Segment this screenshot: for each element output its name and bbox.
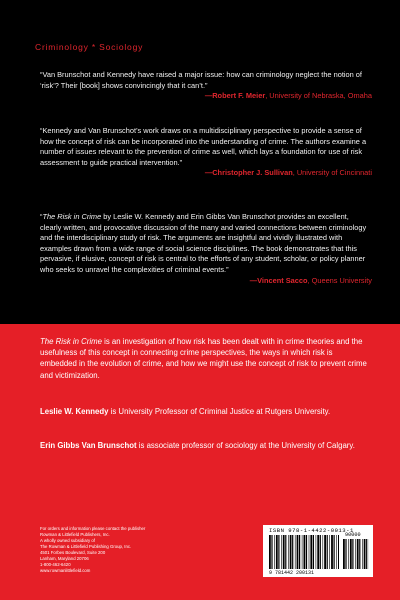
barcode-stripe xyxy=(355,539,356,569)
barcode-stripe xyxy=(281,535,282,569)
isbn-barcode xyxy=(263,525,373,577)
barcode-stripe xyxy=(352,539,353,569)
barcode-stripe xyxy=(348,539,349,569)
barcode-stripe xyxy=(324,535,326,569)
author-bio-text: is associate professor of sociology at the University of Calgary. xyxy=(136,441,355,450)
barcode-stripe xyxy=(297,535,299,569)
book-description xyxy=(40,336,370,381)
barcode-stripe xyxy=(336,535,337,569)
publisher-line: Lanham, Maryland 20706 xyxy=(40,556,89,561)
barcode-stripe xyxy=(271,535,272,569)
barcode-stripe xyxy=(285,535,286,569)
barcode-bars-icon xyxy=(269,535,339,569)
quote-attribution xyxy=(40,168,372,179)
barcode-stripe xyxy=(331,535,333,569)
isbn-number: ISBN 978-1-4422-0013-1 xyxy=(269,527,354,534)
quote-attribution xyxy=(40,91,372,102)
barcode-stripe xyxy=(320,535,321,569)
category-label: Criminology * Sociology xyxy=(35,42,144,52)
barcode-stripe xyxy=(329,535,330,569)
barcode-stripe xyxy=(276,535,278,569)
author-bio-text: is University Professor of Criminal Justice at Rutgers University. xyxy=(108,407,331,416)
barcode-stripe xyxy=(304,535,306,569)
barcode-stripe xyxy=(366,539,367,569)
barcode-stripe xyxy=(357,539,359,569)
barcode-stripe xyxy=(359,539,360,569)
book-title-italic: The Risk in Crime xyxy=(42,212,102,221)
publisher-line: The Rowman & Littlefield Publishing Group, Inc. xyxy=(40,544,132,549)
quote-affiliation: , University of Nebraska, Omaha xyxy=(265,91,372,101)
barcode-stripe xyxy=(269,535,271,569)
author-name: Leslie W. Kennedy xyxy=(40,407,109,416)
barcode-stripe xyxy=(343,539,345,569)
barcode-stripe xyxy=(323,535,324,569)
quote-text: “Kennedy and Van Brunschot’s work draws on a multidisciplinary perspective to provide a sense of how the concept of risk can be incorporated into the understanding of crime. The authors examine a number of issues relevant to the prevention of crime as well, which lays a foundation for use of risk assessment to guide practical intervention.” xyxy=(40,126,367,167)
barcode-stripe xyxy=(313,535,314,569)
barcode-stripe xyxy=(274,535,275,569)
quote-affiliation: , Queens University xyxy=(307,275,372,285)
barcode-stripe xyxy=(278,535,279,569)
barcode-stripe xyxy=(299,535,300,569)
author-name: Erin Gibbs Van Brunschot xyxy=(40,441,137,450)
barcode-stripe xyxy=(288,535,289,569)
endorsement-quote-2 xyxy=(40,126,372,179)
author-bio-2 xyxy=(40,440,370,451)
price-code: 90000 xyxy=(345,532,361,538)
quote-text: “Van Brunschot and Kennedy have raised a major issue: how can criminology neglect the notion of ‘risk’? Their [book] shows convincingly that it can’t.” xyxy=(40,70,362,90)
barcode-stripe xyxy=(283,535,285,569)
barcode-stripe xyxy=(345,539,346,569)
quote-text: “The Risk in Crime by Leslie W. Kennedy and Erin Gibbs Van Brunschot provides an excellent, clearly written, and provocative discussion of the many and varied connections between criminology and the interdisciplinary study of risk. The arguments are insightful and vividly illustrated with examples drawn from a wide range of social science disciplines. The book demonstrates that this pervasive, if elusive, concept of risk is central to the efforts of any student, scholar, or policy planner who seeks to unravel the complexities of criminal events.” xyxy=(40,212,367,274)
quote-author: —Christopher J. Sullivan xyxy=(204,168,293,178)
barcode-stripe xyxy=(317,535,319,569)
price-barcode-bars-icon xyxy=(343,539,369,569)
author-bio-1 xyxy=(40,406,370,417)
barcode-stripe xyxy=(295,535,296,569)
barcode-stripe xyxy=(316,535,317,569)
barcode-stripe xyxy=(338,535,339,569)
publisher-line: www.rowmanlittlefield.com xyxy=(40,568,91,573)
quote-body: by Leslie W. Kennedy and Erin Gibbs Van Brunschot provides an excellent, clearly written, and provocative discussion of the many and varied connections between criminology and the interdisciplinary study of risk. The arguments are insightful and vividly illustrated with examples drawn from a wide range of social science disciplines. The book demonstrates that this pervasive, if elusive, concept of risk is central to the efforts of any student, scholar, or policy planner who seeks to unravel the complexities of criminal events.” xyxy=(40,212,367,274)
barcode-stripe xyxy=(302,535,303,569)
barcode-stripe xyxy=(364,539,366,569)
barcode-stripe xyxy=(350,539,352,569)
publisher-line: For orders and information please contact the publisher xyxy=(40,526,146,531)
quote-attribution xyxy=(40,276,372,287)
quote-affiliation: , University of Cincinnati xyxy=(292,168,372,178)
publisher-info xyxy=(40,526,220,574)
barcode-stripe xyxy=(362,539,363,569)
publisher-line: Rowman & Littlefield Publishers, Inc. xyxy=(40,532,110,537)
publisher-line: A wholly owned subsidiary of xyxy=(40,538,95,543)
publisher-line: 4501 Forbes Boulevard, Suite 200 xyxy=(40,550,106,555)
barcode-stripe xyxy=(292,535,293,569)
quote-author: —Robert F. Meier xyxy=(204,91,266,101)
ean-digits: 9 781442 200131 xyxy=(269,570,315,576)
barcode-stripe xyxy=(310,535,312,569)
endorsement-quote-1 xyxy=(40,70,372,102)
barcode-stripe xyxy=(334,535,335,569)
barcode-stripe xyxy=(290,535,292,569)
book-title-italic: The Risk in Crime xyxy=(40,337,102,346)
barcode-stripe xyxy=(309,535,310,569)
barcode-stripe xyxy=(306,535,307,569)
endorsement-quote-3 xyxy=(40,212,372,286)
publisher-line: 1-800-462-6420 xyxy=(40,562,71,567)
description-text: is an investigation of how risk has been dealt with in crime theories and the usefulness of this concept in connecting crime perspectives, the ways in which risk is embedded in the evolution of crime, and how we might use the concept of risk to prevent crime and victimization. xyxy=(40,337,367,380)
quote-author: —Vincent Sacco xyxy=(249,275,308,285)
barcode-stripe xyxy=(327,535,328,569)
